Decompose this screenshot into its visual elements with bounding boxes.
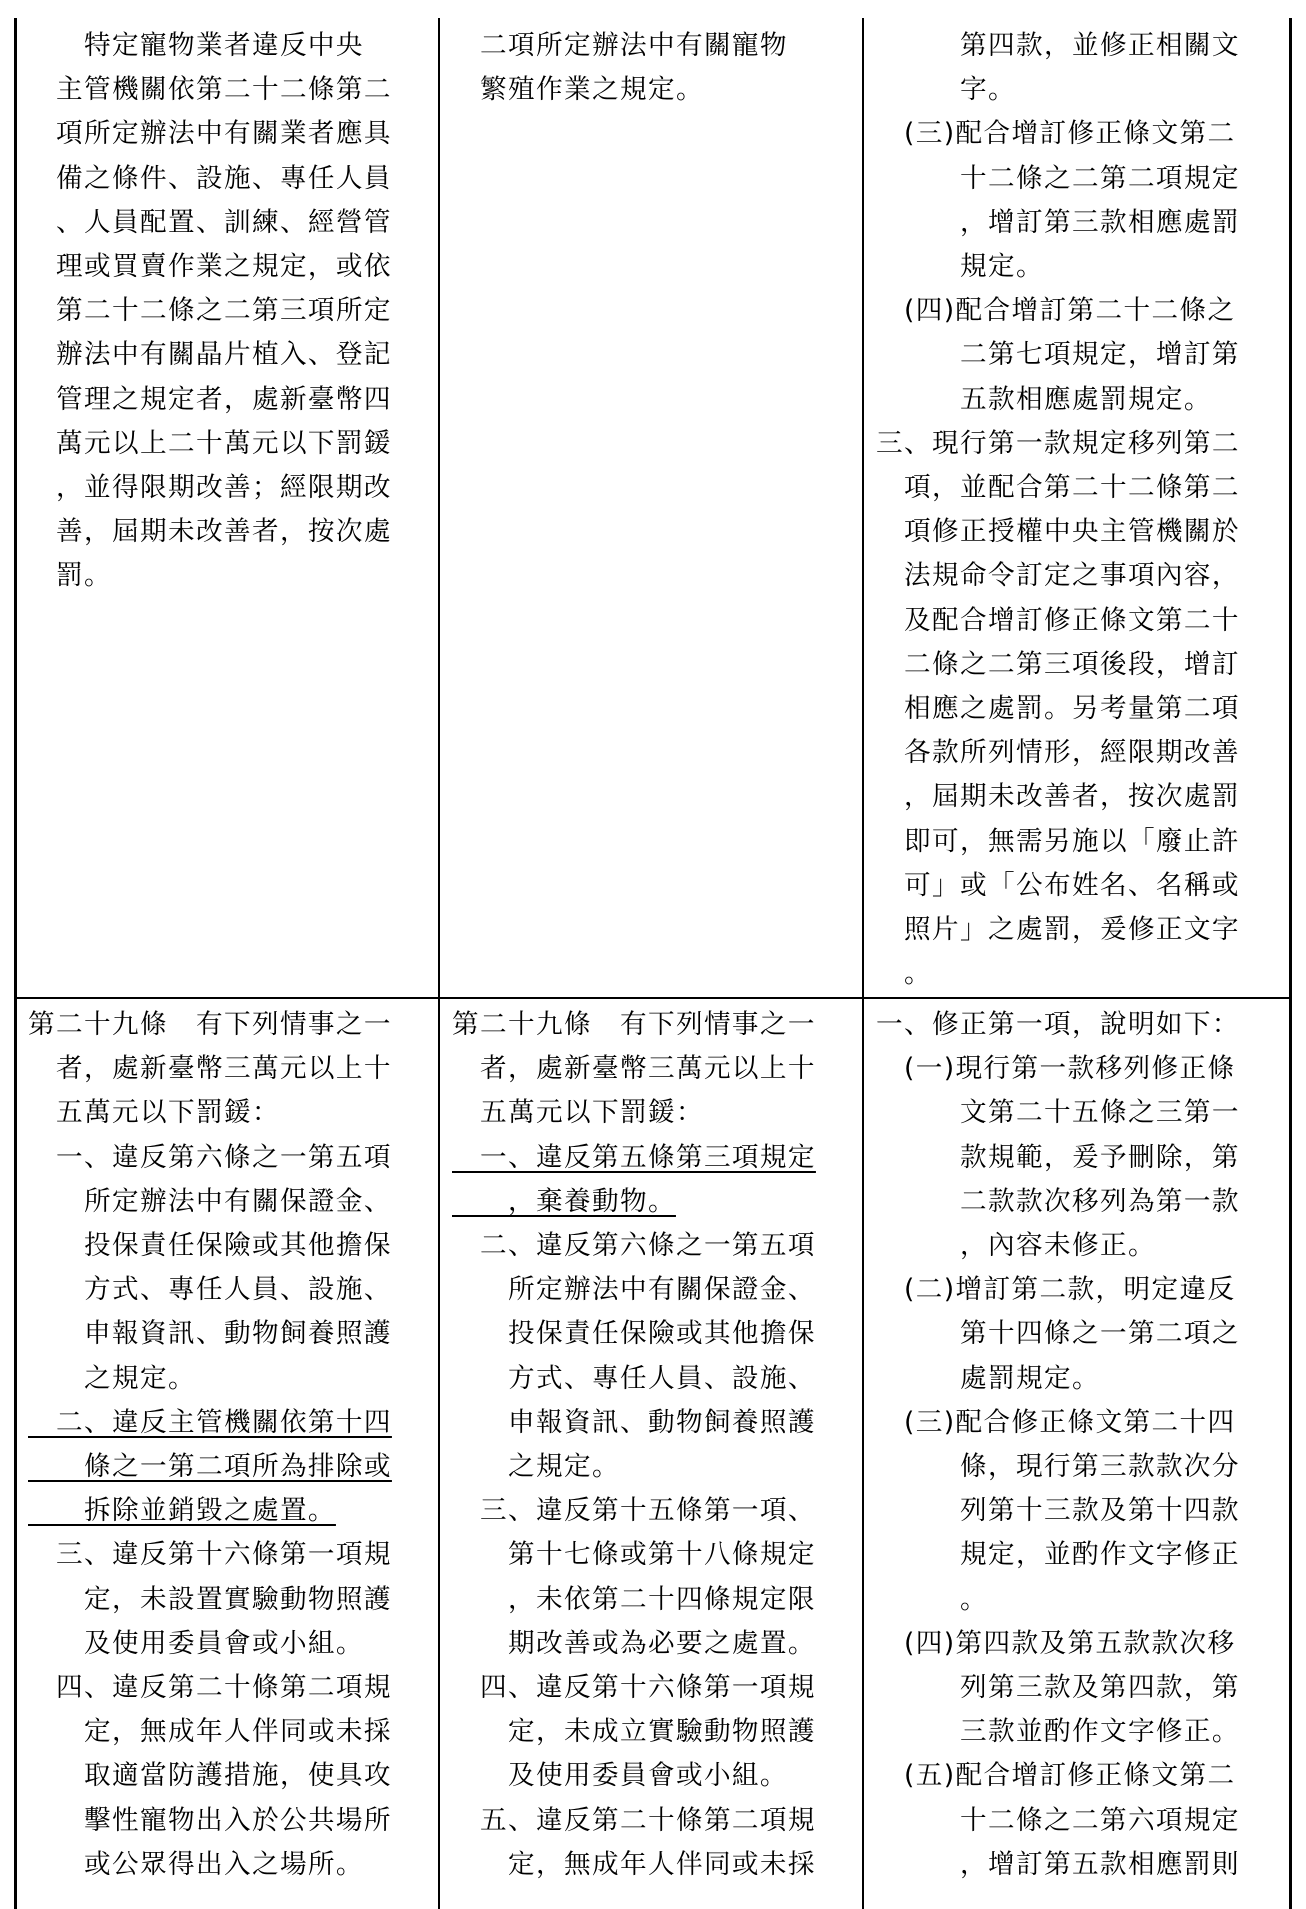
text-line: 投保責任保險或其他擔保 [28, 1230, 392, 1262]
table-right-border [1289, 18, 1292, 1909]
text-line: 第二十二條之二第三項所定 [28, 295, 392, 327]
text-line: (三)配合修正條文第二十四 [876, 1406, 1236, 1438]
text-line: (二)增訂第二款，明定違反 [876, 1274, 1236, 1306]
text-line: ，內容未修正。 [876, 1230, 1156, 1262]
amendment-comparison-table [14, 18, 1292, 1909]
row2-explanation-cell [876, 1003, 1280, 1887]
text-line: 二項所定辦法中有關寵物 [452, 30, 788, 61]
text-line: (一)現行第一款移列修正條 [876, 1053, 1236, 1085]
row2-current-text-cell [452, 1003, 854, 1887]
text-line: 二第七項規定，增訂第 [876, 339, 1240, 371]
text-line: 照片」之處罰，爰修正文字 [876, 914, 1240, 946]
row1-explanation-cell [876, 24, 1280, 996]
text-line: ，並得限期改善；經限期改 [28, 472, 392, 504]
column-divider-1 [438, 18, 440, 1909]
text-line: 申報資訊、動物飼養照護 [28, 1318, 392, 1350]
table-left-border [14, 18, 17, 1909]
text-line: 善，屆期未改善者，按次處 [28, 516, 392, 548]
text-line: 項所定辦法中有關業者應具 [28, 118, 392, 150]
text-line: 萬元以上二十萬元以下罰鍰 [28, 427, 392, 459]
text-line: 二、違反主管機關依第十四 [28, 1406, 392, 1438]
row1-proposed-text-cell [28, 24, 430, 599]
text-line: 擊性寵物出入於公共場所 [28, 1804, 392, 1836]
text-line: 申報資訊、動物飼養照護 [452, 1406, 816, 1438]
text-line: 特定寵物業者違反中央 [28, 30, 364, 61]
text-line: 第十七條或第十八條規定 [452, 1539, 816, 1571]
text-line: 款規範，爰予刪除，第 [876, 1141, 1240, 1173]
text-line: ，屆期未改善者，按次處罰 [876, 781, 1240, 813]
text-line: 定，無成年人伴同或未採 [452, 1848, 816, 1880]
text-line: 及使用委員會或小組。 [28, 1627, 364, 1659]
text-line: (四)第四款及第五款款次移 [876, 1627, 1236, 1659]
row2-proposed-text-cell [28, 1003, 430, 1887]
text-line: 四、違反第十六條第一項規 [452, 1672, 816, 1704]
text-line: 可」或「公布姓名、名稱或 [876, 869, 1240, 901]
text-line: 取適當防護措施，使具攻 [28, 1760, 392, 1792]
text-line: 方式、專任人員、設施、 [452, 1362, 816, 1394]
text-line: 定，未成立實驗動物照護 [452, 1716, 816, 1748]
row-divider [14, 997, 1292, 999]
text-line: (三)配合增訂修正條文第二 [876, 118, 1236, 150]
text-line: 一、修正第一項，說明如下： [876, 1009, 1240, 1040]
text-line: 二條之二第三項後段，增訂 [876, 648, 1240, 680]
text-line: ，棄養動物。 [452, 1185, 676, 1217]
text-line: 各款所列情形，經限期改善 [876, 737, 1240, 769]
text-line: (四)配合增訂第二十二條之 [876, 295, 1236, 327]
text-line: 三、違反第十六條第一項規 [28, 1539, 392, 1571]
text-line: 方式、專任人員、設施、 [28, 1274, 392, 1306]
text-line: 三、違反第十五條第一項、 [452, 1495, 816, 1527]
text-line: 繁殖作業之規定。 [452, 74, 704, 106]
text-line: 及使用委員會或小組。 [452, 1760, 788, 1792]
text-line: 三款並酌作文字修正。 [876, 1716, 1240, 1748]
row1-current-text-cell [452, 24, 854, 112]
text-line: 定，未設置實驗動物照護 [28, 1583, 392, 1615]
text-line: 項，並配合第二十二條第二 [876, 472, 1240, 504]
text-line: 。 [876, 958, 932, 990]
text-line: 五、違反第二十條第二項規 [452, 1804, 816, 1836]
text-line: 管理之規定者，處新臺幣四 [28, 383, 392, 415]
text-line: 二、違反第六條之一第五項 [452, 1230, 816, 1262]
text-line: 定，無成年人伴同或未採 [28, 1716, 392, 1748]
text-line: 條之一第二項所為排除或 [28, 1451, 392, 1483]
text-line: 期改善或為必要之處置。 [452, 1627, 816, 1659]
text-line: 或公眾得出入之場所。 [28, 1848, 364, 1880]
text-line: ，增訂第三款相應處罰 [876, 206, 1240, 238]
text-line: ，增訂第五款相應罰則 [876, 1848, 1240, 1880]
text-line: 四、違反第二十條第二項規 [28, 1672, 392, 1704]
text-line: 法規命令訂定之事項內容， [876, 560, 1240, 592]
text-line: 二款款次移列為第一款 [876, 1185, 1240, 1217]
text-line: 、人員配置、訓練、經營管 [28, 206, 392, 238]
text-line: 備之條件、設施、專任人員 [28, 162, 392, 194]
text-line: 字。 [876, 74, 1016, 106]
text-line: 五萬元以下罰鍰： [28, 1097, 280, 1129]
text-line: 辦法中有關晶片植入、登記 [28, 339, 392, 371]
text-line: 拆除並銷毀之處置。 [28, 1495, 336, 1527]
text-line: 文第二十五條之三第一 [876, 1097, 1240, 1129]
text-line: 列第十三款及第十四款 [876, 1495, 1240, 1527]
text-line: 處罰規定。 [876, 1362, 1100, 1394]
text-line: 項修正授權中央主管機關於 [876, 516, 1240, 548]
text-line: 第四款，並修正相關文 [876, 30, 1240, 61]
text-line: 相應之處罰。另考量第二項 [876, 693, 1240, 725]
text-line: 列第三款及第四款，第 [876, 1672, 1240, 1704]
text-line: 投保責任保險或其他擔保 [452, 1318, 816, 1350]
text-line: ，未依第二十四條規定限 [452, 1583, 816, 1615]
text-line: 五款相應處罰規定。 [876, 383, 1212, 415]
text-line: 。 [876, 1583, 988, 1615]
text-line: 一、違反第六條之一第五項 [28, 1141, 392, 1173]
text-line: 理或買賣作業之規定，或依 [28, 251, 392, 283]
text-line: 一、違反第五條第三項規定 [452, 1141, 816, 1173]
text-line: 規定，並酌作文字修正 [876, 1539, 1240, 1571]
text-line: 規定。 [876, 251, 1044, 283]
text-line: 所定辦法中有關保證金、 [28, 1185, 392, 1217]
text-line: 主管機關依第二十二條第二 [28, 74, 392, 106]
text-line: 罰。 [28, 560, 112, 592]
text-line: 第二十九條 有下列情事之一 [28, 1009, 392, 1040]
column-divider-2 [862, 18, 864, 1909]
text-line: 之規定。 [452, 1451, 620, 1483]
text-line: 之規定。 [28, 1362, 196, 1394]
text-line: (五)配合增訂修正條文第二 [876, 1760, 1236, 1792]
text-line: 者，處新臺幣三萬元以上十 [452, 1053, 816, 1085]
text-line: 三、現行第一款規定移列第二 [876, 427, 1240, 459]
text-line: 第十四條之一第二項之 [876, 1318, 1240, 1350]
text-line: 者，處新臺幣三萬元以上十 [28, 1053, 392, 1085]
text-line: 十二條之二第六項規定 [876, 1804, 1240, 1836]
text-line: 即可，無需另施以「廢止許 [876, 825, 1240, 857]
text-line: 第二十九條 有下列情事之一 [452, 1009, 816, 1040]
text-line: 條，現行第三款款次分 [876, 1451, 1240, 1483]
text-line: 五萬元以下罰鍰： [452, 1097, 704, 1129]
text-line: 十二條之二第二項規定 [876, 162, 1240, 194]
text-line: 及配合增訂修正條文第二十 [876, 604, 1240, 636]
text-line: 所定辦法中有關保證金、 [452, 1274, 816, 1306]
